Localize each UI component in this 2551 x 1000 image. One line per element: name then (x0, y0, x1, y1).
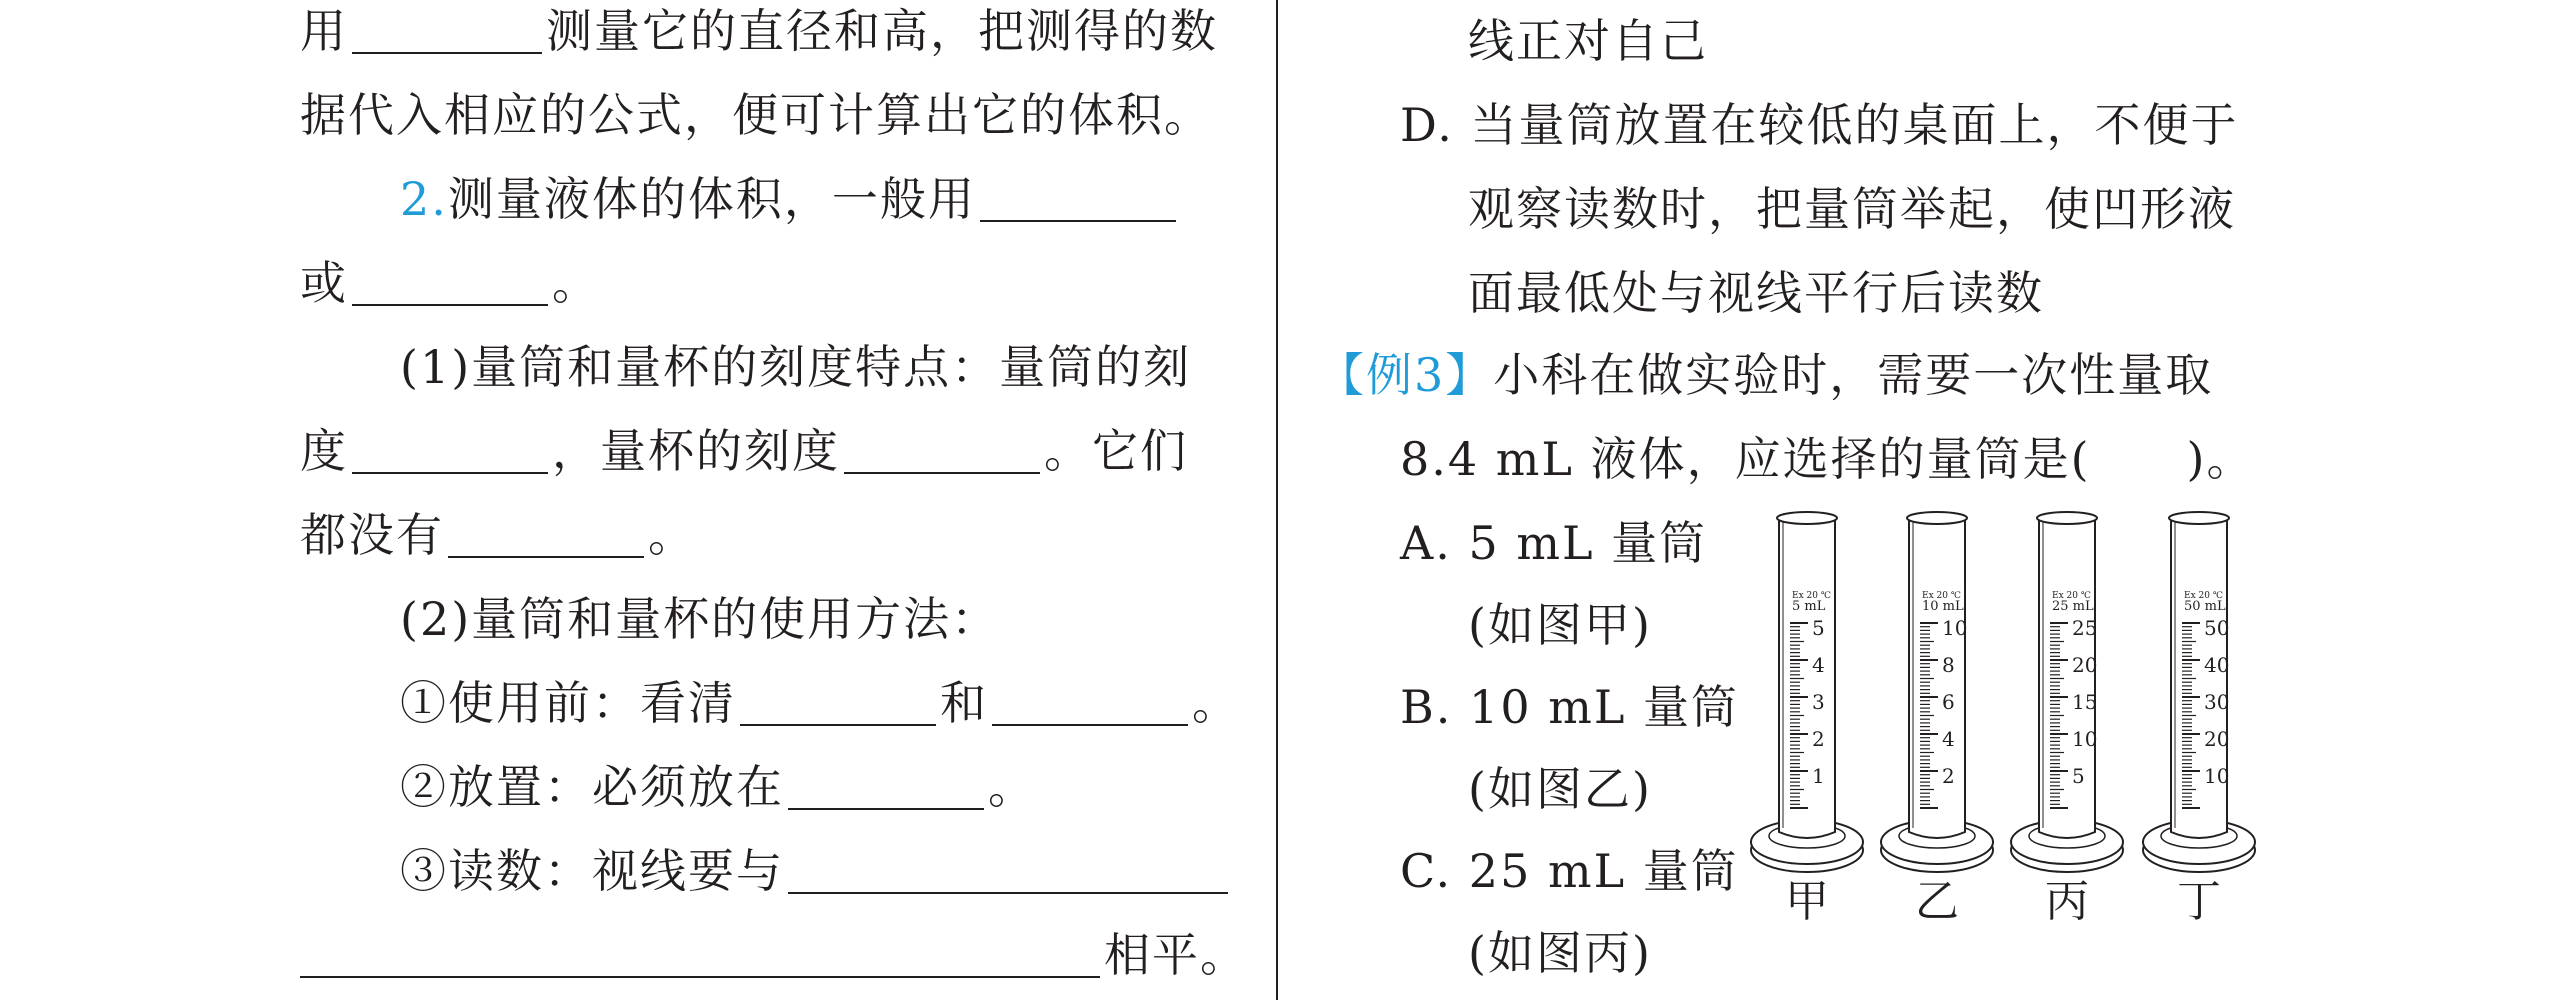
step-3-cont: 相平。 (300, 932, 1248, 978)
blank-4[interactable] (352, 432, 548, 474)
cylinder-label: 乙 (1915, 876, 1959, 927)
cylinder-label: 丁 (2177, 876, 2221, 927)
cylinder-spec-text: Ex 20 ℃ (2052, 591, 2091, 601)
part-1-line-c: 都没有 。 (300, 508, 696, 562)
part-2-heading: (2)量筒和量杯的使用方法： (400, 592, 1000, 646)
option-d-line-1: D. 当量筒放置在较低的桌面上，不便于 (1400, 98, 2239, 152)
blank-2[interactable] (980, 180, 1176, 222)
cylinder-drawing (2002, 510, 2132, 880)
step-1: ①使用前：看清 和 。 (400, 676, 1240, 730)
cylinder-capacity-text: 50 mL (2184, 599, 2226, 614)
tick-label: 40 (2204, 653, 2230, 677)
step-3: ③读数：视线要与 (400, 848, 1232, 894)
tick-label: 6 (1942, 690, 1955, 714)
question-number: 2. (400, 172, 448, 226)
option-d-line-2: 观察读数时，把量筒举起，使凹形液 (1468, 182, 2236, 236)
part-1-line-b: 度 ，量杯的刻度 。它们 (300, 424, 1188, 478)
tick-label: 15 (2072, 690, 2098, 714)
step-2: ②放置：必须放在 。 (400, 760, 1036, 814)
tick-label: 10 (2072, 727, 2098, 751)
cylinder-capacity-text: 5 mL (1792, 599, 1826, 614)
graduated-cylinder (1872, 510, 2002, 880)
cylinder-spec-text: Ex 20 ℃ (2184, 591, 2223, 601)
blank-11[interactable] (300, 936, 1100, 978)
graduated-cylinder (1742, 510, 1872, 880)
question-2-cont: 或 。 (300, 256, 600, 310)
option-b-line-2: (如图乙) (1468, 762, 1652, 816)
cylinder-capacity-text: 25 mL (2052, 599, 2094, 614)
cylinder-spec-text: Ex 20 ℃ (1922, 591, 1961, 601)
column-divider (1276, 0, 1278, 1000)
example-3-line-2: 8.4 mL 液体，应选择的量筒是( )。 (1400, 432, 2255, 486)
tick-label: 20 (2204, 727, 2230, 751)
blank-10[interactable] (788, 852, 1228, 894)
example-3-line-1: 【例3】小科在做实验时，需要一次性量取 (1318, 348, 2214, 402)
option-d-line-3: 面最低处与视线平行后读数 (1468, 266, 2044, 320)
option-b-line-1[interactable]: B. 10 mL 量筒 (1400, 680, 1739, 734)
blank-7[interactable] (740, 684, 936, 726)
option-a-line-1[interactable]: A. 5 mL 量筒 (1400, 516, 1708, 570)
blank-8[interactable] (992, 684, 1188, 726)
tick-label: 30 (2204, 690, 2230, 714)
tick-label: 20 (2072, 653, 2098, 677)
option-c-line-1[interactable]: C. 25 mL 量筒 (1400, 844, 1739, 898)
blank-9[interactable] (788, 768, 984, 810)
tick-label: 50 (2204, 616, 2230, 640)
blank-1[interactable] (352, 12, 542, 54)
cylinder-drawing (1872, 510, 2002, 880)
cylinder-drawing (1742, 510, 1872, 880)
part-1-line-a: (1)量筒和量杯的刻度特点：量筒的刻 (400, 340, 1192, 394)
option-c-continuation: 线正对自己 (1468, 14, 1708, 68)
tick-label: 10 (2204, 764, 2230, 788)
tick-label: 5 (2072, 764, 2085, 788)
tick-label: 10 (1942, 616, 1968, 640)
graduated-cylinder (2134, 510, 2264, 880)
option-a-line-2: (如图甲) (1468, 598, 1652, 652)
tick-label: 25 (2072, 616, 2098, 640)
text-line-2: 据代入相应的公式，便可计算出它的体积。 (300, 88, 1212, 142)
text-line-1: 用 测量它的直径和高，把测得的数 (300, 4, 1218, 58)
example-tag: 【例3】 (1318, 348, 1494, 402)
tick-label: 2 (1812, 727, 1825, 751)
option-c-line-2: (如图丙) (1468, 926, 1652, 980)
cylinder-drawing (2134, 510, 2264, 880)
cylinder-label: 丙 (2045, 876, 2089, 927)
cylinder-spec-text: Ex 20 ℃ (1792, 591, 1831, 601)
cylinder-capacity-text: 10 mL (1922, 599, 1964, 614)
graduated-cylinder (2002, 510, 2132, 880)
question-2: 2.测量液体的体积，一般用 (400, 176, 1180, 222)
blank-6[interactable] (448, 516, 644, 558)
blank-3[interactable] (352, 264, 548, 306)
cylinder-label: 甲 (1785, 876, 1829, 927)
tick-label: 8 (1942, 653, 1955, 677)
tick-label: 5 (1812, 616, 1825, 640)
tick-label: 4 (1942, 727, 1955, 751)
tick-label: 2 (1942, 764, 1955, 788)
tick-label: 4 (1812, 653, 1825, 677)
blank-5[interactable] (844, 432, 1040, 474)
tick-label: 3 (1812, 690, 1825, 714)
tick-label: 1 (1812, 764, 1825, 788)
